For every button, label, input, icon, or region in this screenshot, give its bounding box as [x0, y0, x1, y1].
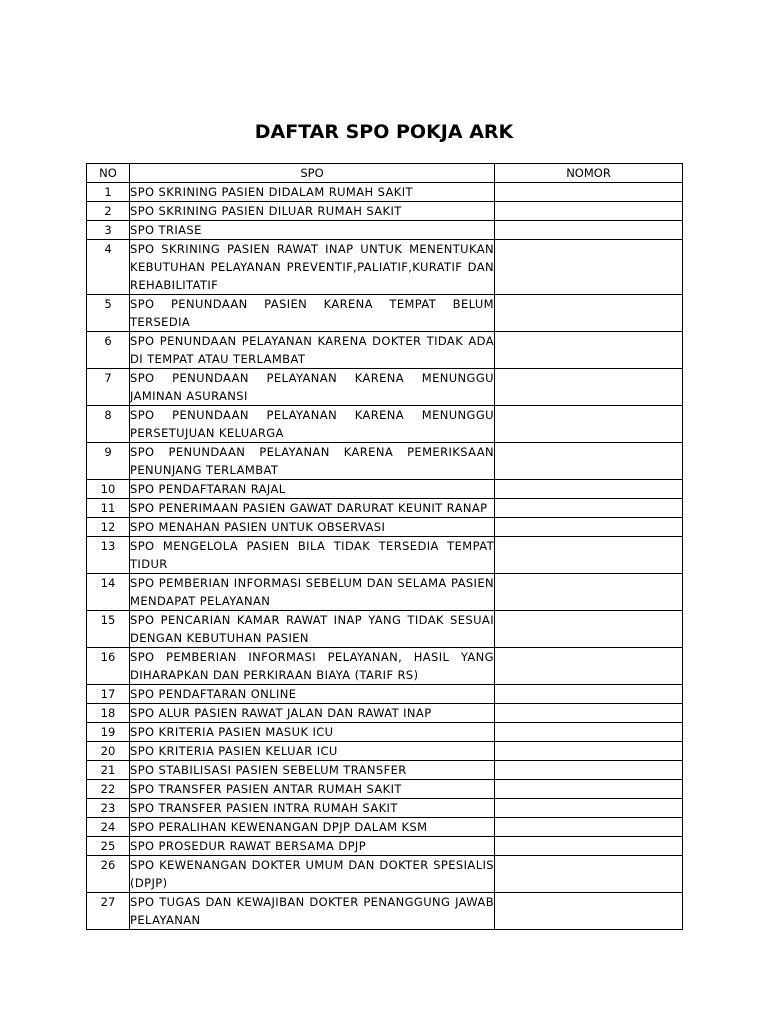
spo-title-cell: SPO KEWENANGAN DOKTER UMUM DAN DOKTER SPESIALIS (DPJP) [130, 856, 495, 893]
table-row [87, 443, 683, 480]
nomor-cell [495, 369, 683, 406]
nomor-cell [495, 611, 683, 648]
nomor-cell [495, 480, 683, 499]
row-number-cell: 15 [87, 611, 130, 648]
column-header-no: NO [87, 164, 130, 183]
spo-title-cell: SPO SKRINING PASIEN RAWAT INAP UNTUK MENENTUKAN KEBUTUHAN PELAYANAN PREVENTIF,PALIATIF,KURATIF DAN REHABILITATIF [130, 240, 495, 295]
nomor-cell [495, 295, 683, 332]
row-number-cell: 25 [87, 837, 130, 856]
table-row [87, 369, 683, 406]
spo-title-cell: SPO PENUNDAAN PELAYANAN KARENA MENUNGGU JAMINAN ASURANSI [130, 369, 495, 406]
table-header-row [87, 164, 683, 183]
nomor-cell [495, 648, 683, 685]
nomor-cell [495, 761, 683, 780]
table-row [87, 480, 683, 499]
table-row [87, 611, 683, 648]
spo-title-cell: SPO SKRINING PASIEN DIDALAM RUMAH SAKIT [130, 183, 495, 202]
row-number-cell: 20 [87, 742, 130, 761]
nomor-cell [495, 240, 683, 295]
nomor-cell [495, 518, 683, 537]
nomor-cell [495, 704, 683, 723]
document-title: DAFTAR SPO POKJA ARK [254, 121, 514, 143]
table-row [87, 537, 683, 574]
nomor-cell [495, 723, 683, 742]
nomor-cell [495, 537, 683, 574]
nomor-cell [495, 332, 683, 369]
row-number-cell: 5 [87, 295, 130, 332]
nomor-cell [495, 406, 683, 443]
row-number-cell: 10 [87, 480, 130, 499]
table-row [87, 685, 683, 704]
table-row [87, 202, 683, 221]
spo-title-cell: SPO PENUNDAAN PELAYANAN KARENA PEMERIKSAAN PENUNJANG TERLAMBAT [130, 443, 495, 480]
row-number-cell: 4 [87, 240, 130, 295]
nomor-cell [495, 183, 683, 202]
table-body [87, 183, 683, 930]
row-number-cell: 3 [87, 221, 130, 240]
row-number-cell: 22 [87, 780, 130, 799]
spo-title-cell: SPO TRANSFER PASIEN INTRA RUMAH SAKIT [130, 799, 495, 818]
nomor-cell [495, 443, 683, 480]
row-number-cell: 23 [87, 799, 130, 818]
table-row [87, 574, 683, 611]
row-number-cell: 7 [87, 369, 130, 406]
table-row [87, 761, 683, 780]
table-row [87, 856, 683, 893]
nomor-cell [495, 742, 683, 761]
spo-title-cell: SPO PENDAFTARAN ONLINE [130, 685, 495, 704]
row-number-cell: 11 [87, 499, 130, 518]
table-row [87, 332, 683, 369]
spo-title-cell: SPO PENUNDAAN PELAYANAN KARENA DOKTER TIDAK ADA DI TEMPAT ATAU TERLAMBAT [130, 332, 495, 369]
spo-title-cell: SPO MENGELOLA PASIEN BILA TIDAK TERSEDIA TEMPAT TIDUR [130, 537, 495, 574]
spo-title-cell: SPO PEMBERIAN INFORMASI SEBELUM DAN SELAMA PASIEN MENDAPAT PELAYANAN [130, 574, 495, 611]
row-number-cell: 27 [87, 893, 130, 930]
table-row [87, 499, 683, 518]
spo-title-cell: SPO TRANSFER PASIEN ANTAR RUMAH SAKIT [130, 780, 495, 799]
row-number-cell: 17 [87, 685, 130, 704]
spo-table [86, 163, 683, 930]
spo-title-cell: SPO TRIASE [130, 221, 495, 240]
table-row [87, 742, 683, 761]
table-row [87, 780, 683, 799]
spo-title-cell: SPO STABILISASI PASIEN SEBELUM TRANSFER [130, 761, 495, 780]
row-number-cell: 6 [87, 332, 130, 369]
row-number-cell: 18 [87, 704, 130, 723]
spo-title-cell: SPO PEMBERIAN INFORMASI PELAYANAN, HASIL YANG DIHARAPKAN DAN PERKIRAAN BIAYA (TARIF RS) [130, 648, 495, 685]
table-row [87, 221, 683, 240]
row-number-cell: 21 [87, 761, 130, 780]
row-number-cell: 16 [87, 648, 130, 685]
table-row [87, 183, 683, 202]
column-header-spo: SPO [130, 164, 495, 183]
table-row [87, 723, 683, 742]
row-number-cell: 8 [87, 406, 130, 443]
table-row [87, 648, 683, 685]
nomor-cell [495, 818, 683, 837]
spo-title-cell: SPO ALUR PASIEN RAWAT JALAN DAN RAWAT INAP [130, 704, 495, 723]
row-number-cell: 13 [87, 537, 130, 574]
spo-title-cell: SPO PENUNDAAN PELAYANAN KARENA MENUNGGU PERSETUJUAN KELUARGA [130, 406, 495, 443]
nomor-cell [495, 685, 683, 704]
nomor-cell [495, 856, 683, 893]
row-number-cell: 14 [87, 574, 130, 611]
row-number-cell: 1 [87, 183, 130, 202]
spo-title-cell: SPO PENDAFTARAN RAJAL [130, 480, 495, 499]
table-row [87, 818, 683, 837]
row-number-cell: 12 [87, 518, 130, 537]
table-row [87, 893, 683, 930]
row-number-cell: 19 [87, 723, 130, 742]
table-row [87, 837, 683, 856]
nomor-cell [495, 893, 683, 930]
spo-title-cell: SPO KRITERIA PASIEN KELUAR ICU [130, 742, 495, 761]
row-number-cell: 26 [87, 856, 130, 893]
spo-title-cell: SPO TUGAS DAN KEWAJIBAN DOKTER PENANGGUNG JAWAB PELAYANAN [130, 893, 495, 930]
table-row [87, 240, 683, 295]
table-row [87, 704, 683, 723]
nomor-cell [495, 837, 683, 856]
table-row [87, 406, 683, 443]
nomor-cell [495, 780, 683, 799]
spo-title-cell: SPO PROSEDUR RAWAT BERSAMA DPJP [130, 837, 495, 856]
row-number-cell: 9 [87, 443, 130, 480]
nomor-cell [495, 221, 683, 240]
spo-title-cell: SPO KRITERIA PASIEN MASUK ICU [130, 723, 495, 742]
column-header-nomor: NOMOR [495, 164, 683, 183]
spo-title-cell: SPO PENUNDAAN PASIEN KARENA TEMPAT BELUM TERSEDIA [130, 295, 495, 332]
table-row [87, 799, 683, 818]
nomor-cell [495, 799, 683, 818]
table-row [87, 295, 683, 332]
spo-title-cell: SPO SKRINING PASIEN DILUAR RUMAH SAKIT [130, 202, 495, 221]
nomor-cell [495, 202, 683, 221]
row-number-cell: 24 [87, 818, 130, 837]
nomor-cell [495, 499, 683, 518]
table-row [87, 518, 683, 537]
nomor-cell [495, 574, 683, 611]
spo-title-cell: SPO PENERIMAAN PASIEN GAWAT DARURAT KEUNIT RANAP [130, 499, 495, 518]
spo-title-cell: SPO PENCARIAN KAMAR RAWAT INAP YANG TIDAK SESUAI DENGAN KEBUTUHAN PASIEN [130, 611, 495, 648]
spo-title-cell: SPO MENAHAN PASIEN UNTUK OBSERVASI [130, 518, 495, 537]
row-number-cell: 2 [87, 202, 130, 221]
spo-title-cell: SPO PERALIHAN KEWENANGAN DPJP DALAM KSM [130, 818, 495, 837]
